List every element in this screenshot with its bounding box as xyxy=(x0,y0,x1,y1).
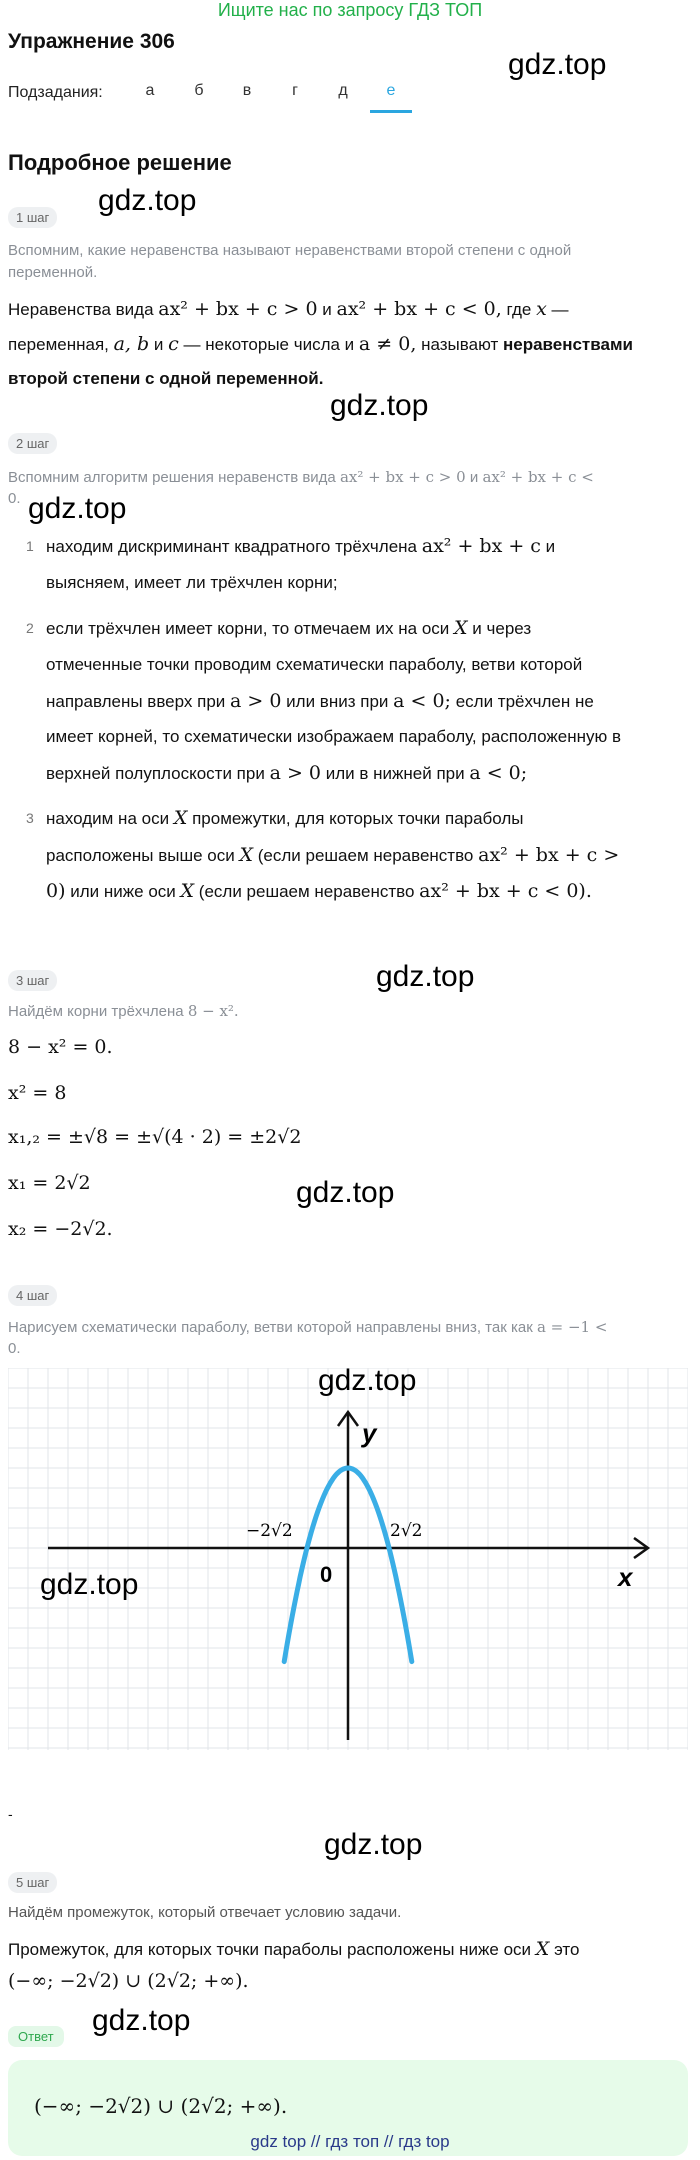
list-item-line: отмеченные точки проводим схематически параболу, ветви которой xyxy=(46,655,583,674)
y-axis-label: y xyxy=(362,1418,377,1448)
step-badge: 3 шаг xyxy=(8,970,57,991)
step-hint xyxy=(8,1000,239,1023)
subtasks-label: Подзадания: xyxy=(8,84,103,101)
text: если трёхчлен не xyxy=(455,692,594,711)
watermark: gdz.top xyxy=(508,48,607,81)
active-tab-indicator xyxy=(370,110,412,113)
equation-line: x² = 8 xyxy=(8,1082,67,1104)
variable: x xyxy=(536,298,547,320)
text: Найдём корни трёхчлена xyxy=(8,1003,184,1020)
text: промежутки, для которых точки параболы xyxy=(192,809,524,828)
trinomial: 8 − x². xyxy=(187,1002,239,1020)
text: направлены вверх при xyxy=(46,692,226,711)
step-badge: 5 шаг xyxy=(8,1872,57,1893)
step-hint: 0. xyxy=(8,490,21,507)
list-item-line xyxy=(46,874,592,909)
list-item-line xyxy=(46,684,594,719)
equation-line: x₁,₂ = ±√8 = ±√(4 · 2) = ±2√2 xyxy=(8,1126,302,1148)
text: и xyxy=(322,300,332,319)
text: это xyxy=(554,1940,580,1959)
inequality-lt: ax² + bx + c < 0, xyxy=(336,298,502,320)
list-item-line: имеет корней, то схематически изображаем параболу, расположенную в xyxy=(46,727,622,746)
text: если трёхчлен имеет корни, то отмечаем их на оси xyxy=(46,619,450,638)
axis-x: X xyxy=(535,1938,550,1960)
condition: a > 0 xyxy=(230,690,282,712)
watermark: gdz.top xyxy=(28,492,127,525)
list-number: 2 xyxy=(26,620,34,636)
x-axis-label: x xyxy=(618,1562,633,1592)
bold-term: неравенствами xyxy=(502,335,633,354)
text: расположены выше оси xyxy=(46,846,235,865)
inequality-gt: ax² + bx + c > 0 xyxy=(339,468,466,486)
definition-line-1 xyxy=(8,292,569,327)
definition-line-2 xyxy=(8,327,633,362)
list-number: 3 xyxy=(26,810,34,826)
step-hint: Найдём промежуток, который отвечает условию задачи. xyxy=(8,1904,402,1921)
step-hint xyxy=(8,1316,607,1339)
list-item-line: выясняем, имеет ли трёхчлен корни; xyxy=(46,573,338,592)
axis-x: X xyxy=(180,880,195,902)
watermark: gdz.top xyxy=(92,2004,191,2037)
text: Нарисуем схематически параболу, ветви которой направлены вниз, так как xyxy=(8,1319,533,1336)
page-title: Упражнение 306 xyxy=(8,30,175,53)
text: Промежуток, для которых точки параболы расположены ниже оси xyxy=(8,1940,532,1959)
watermark: gdz.top xyxy=(376,960,475,993)
list-item-line xyxy=(46,838,619,873)
step-badge: 4 шаг xyxy=(8,1285,57,1306)
text: и xyxy=(469,469,479,486)
watermark: gdz.top xyxy=(324,1828,423,1861)
text: или ниже оси xyxy=(70,882,176,901)
list-item xyxy=(46,801,524,836)
subtask-tab-g[interactable]: г xyxy=(292,82,298,99)
subtask-tab-v[interactable]: в xyxy=(242,82,252,99)
inequality-end: 0) xyxy=(46,880,66,902)
step-hint xyxy=(8,466,594,489)
coefficient-condition: a = −1 < xyxy=(536,1318,608,1336)
inequality-gt: ax² + bx + c > 0 xyxy=(158,298,318,320)
text: и xyxy=(545,537,556,556)
inequality-lt: ax² + bx + c < xyxy=(482,468,594,486)
list-number: 1 xyxy=(26,538,34,554)
dash-mark: - xyxy=(8,1806,13,1822)
subtask-tab-b[interactable]: б xyxy=(194,82,204,99)
step-badge: 1 шаг xyxy=(8,207,57,228)
watermark: gdz.top xyxy=(40,1568,139,1601)
section-title: Подробное решение xyxy=(8,150,232,175)
bold-term: второй степени с одной переменной. xyxy=(8,369,324,388)
text: или в нижней при xyxy=(325,764,465,783)
text: где xyxy=(506,300,532,319)
axis-x: X xyxy=(454,617,468,639)
watermark: gdz.top xyxy=(98,184,197,217)
a-nonzero: a ≠ 0, xyxy=(358,333,417,355)
condition: a < 0; xyxy=(469,762,528,784)
answer-badge: Ответ xyxy=(8,2026,64,2047)
equation-line: x₂ = −2√2. xyxy=(8,1218,113,1240)
interval-statement xyxy=(8,1932,579,1967)
subtask-tab-d[interactable]: д xyxy=(338,82,348,99)
interval-result: (−∞; −2√2) ∪ (2√2; +∞). xyxy=(8,1970,249,1992)
subtask-tab-e[interactable]: е xyxy=(386,82,396,99)
axis-x: X xyxy=(239,844,254,866)
watermark: gdz.top xyxy=(296,1176,395,1209)
text: верхней полуплоскости при xyxy=(46,764,265,783)
equation-line: x₁ = 2√2 xyxy=(8,1172,91,1194)
graph-canvas xyxy=(8,1368,688,1750)
text: и через xyxy=(472,619,532,638)
text: — некоторые числа и xyxy=(183,335,355,354)
footer-links: gdz top // гдз топ // гдз top xyxy=(250,2132,450,2151)
step-hint: 0. xyxy=(8,1340,21,1357)
text: находим дискриминант квадратного трёхчлена xyxy=(46,537,418,556)
text: переменная, xyxy=(8,335,109,354)
list-item xyxy=(46,529,555,564)
inequality: ax² + bx + c > xyxy=(478,844,620,866)
condition: a < 0; xyxy=(393,690,451,712)
coefficient-c: c xyxy=(168,333,179,355)
trinomial: ax² + bx + c xyxy=(421,535,541,557)
parabola-graph xyxy=(8,1368,688,1750)
inequality: ax² + bx + c < 0). xyxy=(419,880,592,902)
coefficients: a, b xyxy=(113,333,150,355)
step-badge: 2 шаг xyxy=(8,433,57,454)
subtask-tab-a[interactable]: а xyxy=(145,82,155,99)
text: Неравенства вида xyxy=(8,300,154,319)
text: называют xyxy=(421,335,499,354)
equation-line: 8 − x² = 0. xyxy=(8,1036,113,1058)
list-item-line xyxy=(46,756,527,791)
origin-label: 0 xyxy=(320,1562,333,1587)
text: и xyxy=(153,335,164,354)
text: Вспомним алгоритм решения неравенств вида xyxy=(8,469,336,486)
list-item xyxy=(46,611,531,646)
step-hint: Вспомним, какие неравенства называют неравенствами второй степени с одной xyxy=(8,242,572,259)
text: или вниз при xyxy=(286,692,389,711)
text: находим на оси xyxy=(46,809,170,828)
right-root-label: 2√2 xyxy=(390,1521,423,1541)
axis-x: X xyxy=(173,807,188,829)
condition: a > 0 xyxy=(269,762,321,784)
definition-line-3 xyxy=(8,362,323,396)
left-root-label: −2√2 xyxy=(246,1521,293,1541)
watermark: gdz.top xyxy=(330,389,429,422)
search-banner: Ищите нас по запросу ГДЗ ТОП xyxy=(217,0,483,20)
answer-value: (−∞; −2√2) ∪ (2√2; +∞). xyxy=(34,2094,288,2118)
text: (если решаем неравенство xyxy=(198,882,415,901)
step-hint: переменной. xyxy=(8,264,98,281)
text: (если решаем неравенство xyxy=(257,846,474,865)
watermark: gdz.top xyxy=(318,1364,417,1397)
text: — xyxy=(551,300,569,319)
